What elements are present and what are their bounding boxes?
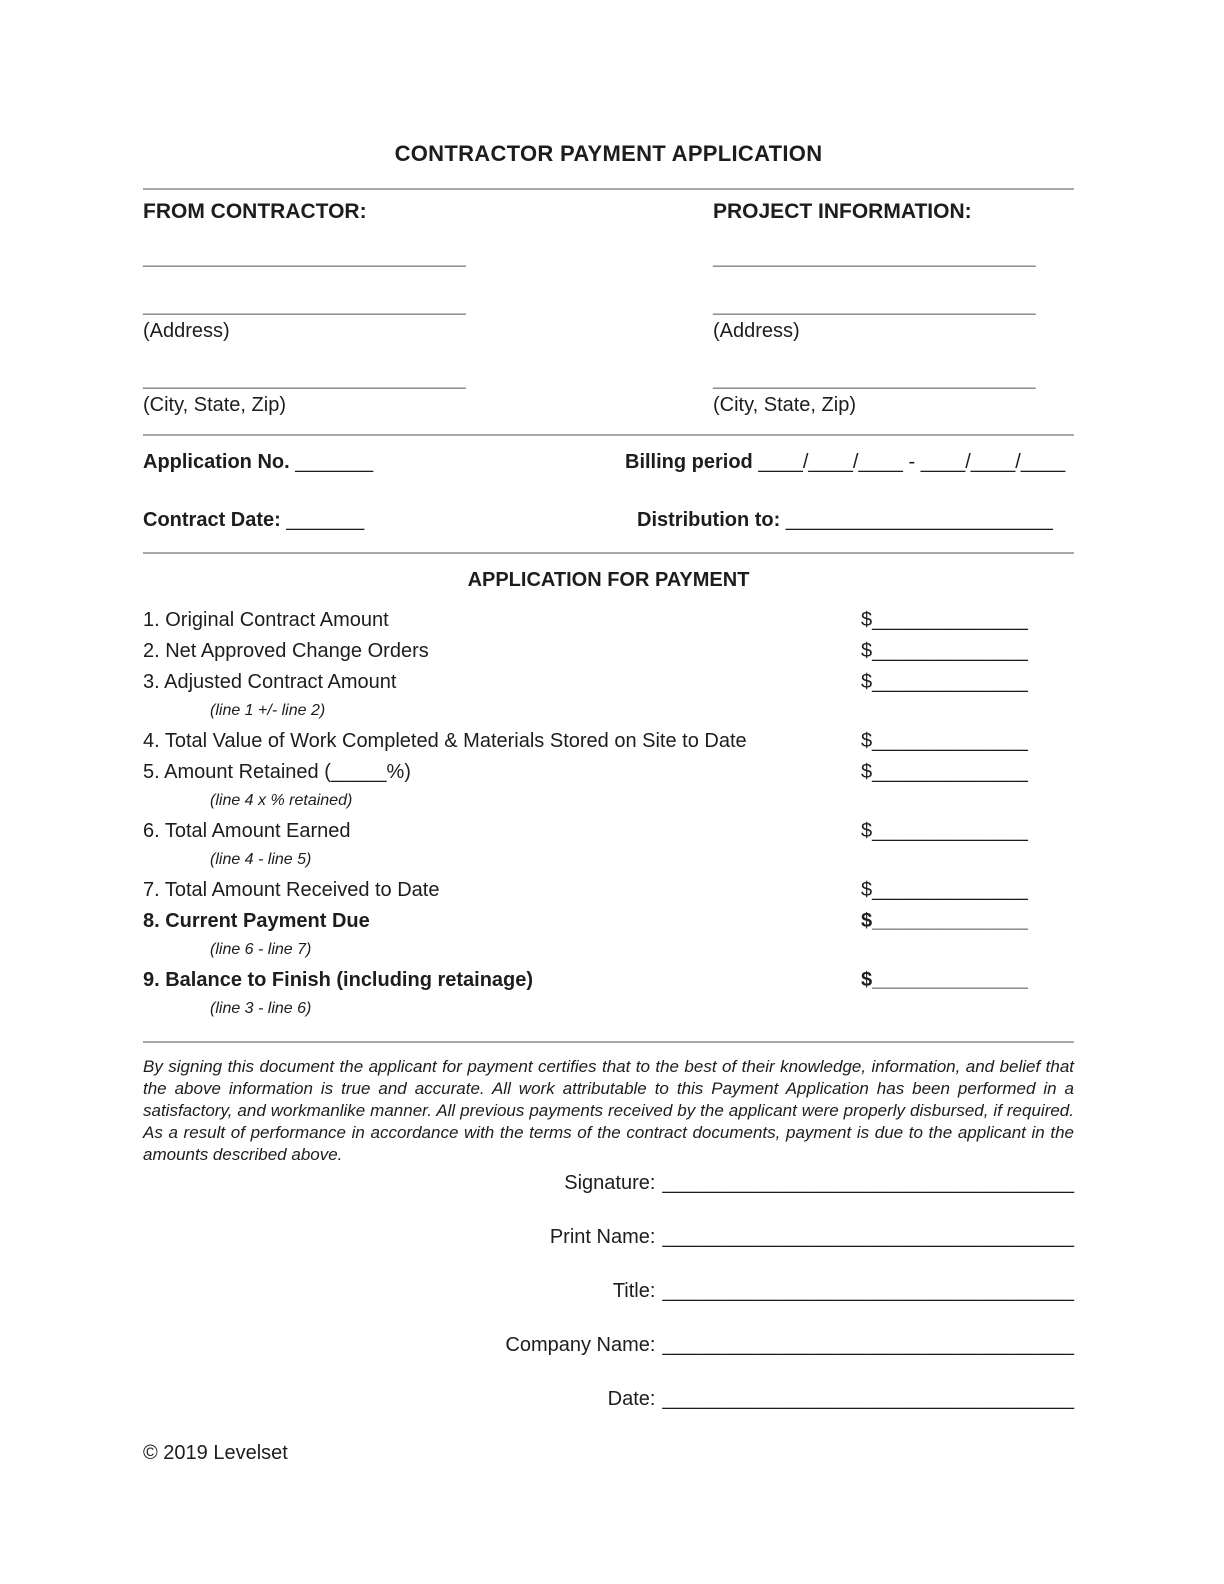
project-address-block [713, 294, 1074, 344]
date-label: Date: [607, 1388, 656, 1410]
contractor-city-block [143, 368, 713, 418]
certification-statement: By signing this document the applicant for payment certifies that to the best of their knowledge, information, and belief that the above information is true and accurate. All work attributable to this Payment Application has been performed in a satisfactory, and workmanlike manner. All previous payments received by the applicant were properly disbursed, if required. As a result of performance in accordance with the terms of the contract documents, payment is due to the applicant in the amounts described above. [143, 1057, 1074, 1164]
application-no-label: Application No. [143, 451, 290, 473]
divider [143, 188, 1074, 190]
payment-row-label: 4. Total Value of Work Completed & Materials Stored on Site to Date [143, 730, 747, 752]
amount-field[interactable]: $______________ [861, 820, 1028, 842]
payment-row-note: (line 4 x % retained) [210, 792, 353, 809]
print-name-row [143, 1225, 1074, 1249]
print-name-label: Print Name: [549, 1226, 656, 1248]
payment-row-note: (line 6 - line 7) [210, 941, 312, 958]
document-title: CONTRACTOR PAYMENT APPLICATION [394, 141, 823, 166]
from-contractor-column [143, 199, 713, 418]
payment-row-note: (line 1 +/- line 2) [210, 702, 326, 719]
amount-field[interactable]: $______________ [861, 671, 1028, 693]
company-name-field[interactable]: _____________________________________ [662, 1334, 1074, 1356]
billing-period-block [625, 450, 1074, 474]
amount-field[interactable]: $______________ [861, 730, 1028, 752]
payment-row-label: 6. Total Amount Earned [143, 820, 351, 842]
signature-label: Signature: [564, 1172, 656, 1194]
document-content [143, 0, 1074, 1465]
payment-row-current-payment-due [143, 906, 1074, 937]
payment-line-items [143, 605, 1074, 1024]
company-name-label: Company Name: [505, 1334, 656, 1356]
payment-row-label: 8. Current Payment Due [143, 910, 370, 932]
billing-period-field[interactable]: ____/____/____ - ____/____/____ [758, 451, 1066, 473]
amount-field[interactable]: $______________ [861, 609, 1028, 631]
billing-period-label: Billing period [625, 451, 753, 473]
distribution-to-block [625, 508, 1074, 532]
copyright-notice: © 2019 Levelset [143, 1442, 288, 1464]
payment-row-total-amount-earned [143, 816, 1074, 847]
payment-row-net-approved-change-orders [143, 636, 1074, 667]
contract-date-label: Contract Date: [143, 509, 281, 531]
contractor-address-label: (Address) [143, 320, 230, 342]
project-address-label: (Address) [713, 320, 800, 342]
project-city-field[interactable]: _____________________________ [713, 369, 1036, 391]
amount-field[interactable]: $______________ [861, 969, 1028, 991]
project-city-block [713, 368, 1074, 418]
payment-row-note: (line 4 - line 5) [210, 851, 312, 868]
print-name-field[interactable]: _____________________________________ [662, 1226, 1074, 1248]
contractor-city-label: (City, State, Zip) [143, 394, 286, 416]
contract-meta-row [143, 508, 1074, 532]
project-name-field[interactable]: _____________________________ [713, 247, 1036, 269]
contractor-city-field[interactable]: _____________________________ [143, 369, 466, 391]
application-no-block [143, 450, 625, 474]
contractor-address-block [143, 294, 713, 344]
contract-date-block [143, 508, 625, 532]
payment-row-label: 5. Amount Retained (_____%) [143, 761, 411, 783]
payment-row-total-amount-received [143, 875, 1074, 906]
project-information-heading: PROJECT INFORMATION: [713, 200, 972, 223]
company-name-row [143, 1333, 1074, 1357]
amount-field[interactable]: $______________ [861, 910, 1028, 932]
distribution-to-field[interactable]: ________________________ [785, 509, 1053, 531]
payment-row-label: 7. Total Amount Received to Date [143, 879, 440, 901]
signature-block [143, 1171, 1074, 1411]
title-field[interactable]: _____________________________________ [662, 1280, 1074, 1302]
project-city-label: (City, State, Zip) [713, 394, 856, 416]
application-no-field[interactable]: _______ [295, 451, 374, 473]
payment-row-label: 9. Balance to Finish (including retainage) [143, 969, 534, 991]
payment-row-label: 3. Adjusted Contract Amount [143, 671, 397, 693]
payment-row-adjusted-contract-amount [143, 667, 1074, 698]
distribution-to-label: Distribution to: [637, 509, 781, 531]
title-label: Title: [612, 1280, 656, 1302]
project-information-column [713, 199, 1074, 418]
divider [143, 552, 1074, 554]
contract-date-field[interactable]: _______ [286, 509, 365, 531]
project-address-field[interactable]: _____________________________ [713, 295, 1036, 317]
date-row [143, 1387, 1074, 1411]
application-meta-row [143, 450, 1074, 474]
payment-row-original-contract-amount [143, 605, 1074, 636]
from-contractor-heading: FROM CONTRACTOR: [143, 200, 367, 223]
signature-field[interactable]: _____________________________________ [662, 1172, 1074, 1194]
contractor-address-field[interactable]: _____________________________ [143, 295, 466, 317]
contractor-name-field[interactable]: _____________________________ [143, 247, 466, 269]
payment-row-balance-to-finish [143, 965, 1074, 996]
date-field[interactable]: _____________________________________ [662, 1388, 1074, 1410]
divider [143, 434, 1074, 436]
party-section [143, 199, 1074, 418]
payment-row-amount-retained [143, 757, 1074, 788]
payment-row-total-value-of-work [143, 726, 1074, 757]
amount-field[interactable]: $______________ [861, 640, 1028, 662]
amount-field[interactable]: $______________ [861, 761, 1028, 783]
title-row [143, 1279, 1074, 1303]
signature-row [143, 1171, 1074, 1195]
application-for-payment-heading: APPLICATION FOR PAYMENT [467, 569, 750, 591]
payment-row-label: 1. Original Contract Amount [143, 609, 389, 631]
divider [143, 1041, 1074, 1043]
payment-row-note: (line 3 - line 6) [210, 1000, 312, 1017]
amount-field[interactable]: $______________ [861, 879, 1028, 901]
payment-row-label: 2. Net Approved Change Orders [143, 640, 429, 662]
